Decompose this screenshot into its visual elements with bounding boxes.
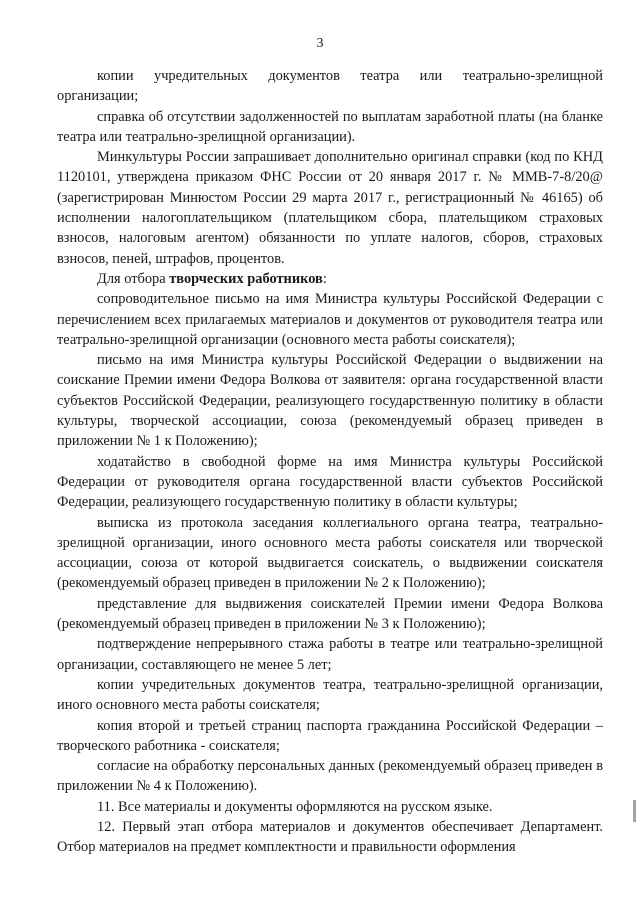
paragraph-founding-docs-copies-2: копии учредительных документов театра, театрально-зрелищной организации, иного основного места работы соискателя; [57,676,603,714]
document-body [57,66,603,858]
paragraph-tax-certificate-request: Минкультуры России запрашивает дополнительно оригинал справки (код по КНД 1120101, утверждена приказом ФНС России от 20 января 2017 г. № ММВ-7-8/20@ (зарегистрирован Минюстом России 29 марта 2017 г., регистрационный № 46165) об исполнении налогоплательщиком (плательщиком сбора, плательщиком страховых взносов, налоговым агентом) обязанности по уплате налогов, сборов, страховых взносов, пеней, штрафов, процентов. [57,149,603,267]
paragraph-no-wage-debt-certificate: справка об отсутствии задолженностей по выплатам заработной платы (на бланке театра или театрально-зрелищной организации). [57,108,603,145]
paragraph-item-12: 12. Первый этап отбора материалов и документов обеспечивает Департамент. Отбор материалов на предмет комплектности и правильности оформления [57,818,603,856]
heading-suffix: : [322,270,327,287]
paragraph-petition: ходатайство в свободной форме на имя Министра культуры Российской Федерации от руководителя органа государственной власти субъектов Российской Федерации, реализующего государственную политику в области культуры; [57,453,603,511]
paragraph-passport-copy: копия второй и третьей страниц паспорта гражданина Российской Федерации – творческого работника - соискателя; [57,717,603,754]
paragraph-founding-docs-copies: копии учредительных документов театра или театрально-зрелищной организации; [57,68,603,105]
paragraph-nomination-letter: письмо на имя Министра культуры Российской Федерации о выдвижении на соискание Премии имени Федора Волкова от заявителя: органа государственной власти субъектов Российской Федерации, реализующего государственную политику в области культуры, творческой ассоциации, союза (рекомендуемый образец приведен в приложении № 1 к Положению); [57,352,603,450]
paragraph-cover-letter: сопроводительное письмо на имя Министра культуры Российской Федерации с перечислением всех прилагаемых материалов и документов от руководителя театра или театрально-зрелищной организации (основного места работы соискателя); [57,291,603,348]
paragraph-personal-data-consent: согласие на обработку персональных данных (рекомендуемый образец приведен в приложении № 4 к Положению). [57,758,603,795]
heading-bold: творческих работников [169,270,323,287]
paragraph-item-11: 11. Все материалы и документы оформляются на русском языке. [97,798,493,815]
heading-prefix: Для отбора [97,270,170,287]
paragraph-creative-workers-heading [57,269,603,289]
paragraph-work-experience: подтверждение непрерывного стажа работы в театре или театрально-зрелищной организации, составляющего не менее 5 лет; [57,636,603,673]
page-number: 3 [316,36,324,51]
paragraph-protocol-extract: выписка из протокола заседания коллегиального органа театра, театрально-зрелищной организации, иного основного места работы соискателя или творческой ассоциации, союза от которой выдвигается соискатель, о выдвижении соискателя (рекомендуемый образец приведен в приложении № 2 к Положению); [57,514,603,592]
scan-edge-mark [633,800,636,822]
paragraph-nomination-submission: представление для выдвижения соискателей Премии имени Федора Волкова (рекомендуемый образец приведен в приложении № 3 к Положению); [57,595,603,633]
